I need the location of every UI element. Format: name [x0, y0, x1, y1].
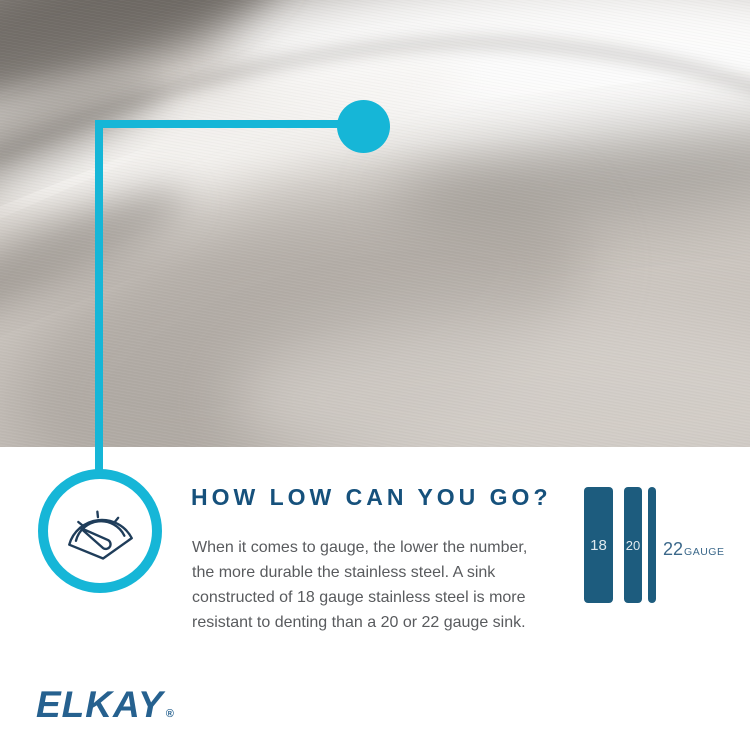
gauge-bar-18-label: 18 [590, 536, 607, 554]
gauge-side-label-unit: GAUGE [684, 546, 725, 558]
gauge-side-label-number: 22 [663, 539, 684, 559]
body-line: the more durable the stainless steel. A sink [192, 564, 496, 581]
elkay-logo-text: ELKAY [36, 684, 164, 725]
callout-horizontal-line [95, 120, 355, 128]
registered-trademark-symbol: ® [165, 708, 174, 720]
gauge-bar-20-label: 20 [625, 537, 641, 553]
gauge-bar-22 [648, 487, 656, 603]
body-line: When it comes to gauge, the lower the number, [192, 539, 528, 556]
gauge-comparison-chart [584, 487, 656, 603]
gauge-icon-circle [38, 469, 162, 593]
callout-dot [337, 100, 390, 153]
gauge-bar-20 [624, 487, 642, 603]
page-title: HOW LOW CAN YOU GO? [191, 484, 552, 510]
callout-vertical-line [95, 120, 103, 474]
body-line: resistant to denting than a 20 or 22 gauge sink. [192, 614, 526, 631]
body-line: constructed of 18 gauge stainless steel is more [192, 589, 526, 606]
gauge-bar-18 [584, 487, 613, 603]
gauge-side-label [663, 539, 724, 560]
body-text [192, 535, 527, 635]
gauge-dial-icon [60, 499, 140, 565]
elkay-logo [36, 684, 174, 726]
